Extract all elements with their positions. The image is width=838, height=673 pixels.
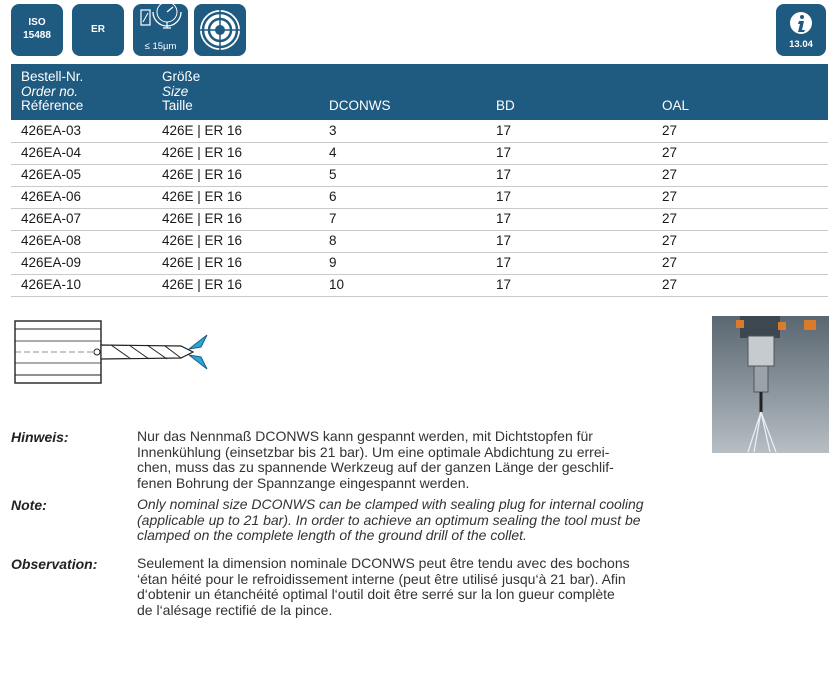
cell-oal: 27: [662, 277, 678, 292]
observation-line: Seulement la dimension nominale DCONWS peut être tendu avec des bochons: [137, 555, 630, 571]
cell-bd: 17: [496, 167, 512, 182]
runout-gauge-icon: [133, 4, 188, 42]
table-row: [11, 275, 828, 297]
cell-oal: 27: [662, 211, 678, 226]
table-row: [11, 121, 828, 143]
table-row: [11, 143, 828, 165]
table-row: [11, 187, 828, 209]
header-bd: BD: [496, 98, 515, 113]
cell-oal: 27: [662, 255, 678, 270]
cell-bd: 17: [496, 255, 512, 270]
cell-size: 426E | ER 16: [162, 189, 243, 204]
cell-size: 426E | ER 16: [162, 211, 243, 226]
cell-order-no: 426EA-04: [21, 145, 82, 160]
hinweis-text: [137, 429, 697, 491]
cell-order-no: 426EA-10: [21, 277, 82, 292]
table-body: [11, 121, 828, 297]
cell-size: 426E | ER 16: [162, 233, 243, 248]
cell-dconws: 9: [329, 255, 337, 270]
hinweis-line: Innenkühlung (einsetzbar bis 21 bar). Um eine optimale Abdichtung zu errei-: [137, 443, 610, 460]
cell-size: 426E | ER 16: [162, 277, 243, 292]
observation-line: de l‘alésage rectifié de la pince.: [137, 601, 333, 618]
info-badge[interactable]: [776, 4, 826, 56]
cell-bd: 17: [496, 233, 512, 248]
cell-dconws: 8: [329, 233, 337, 248]
cell-bd: 17: [496, 211, 512, 226]
note-line: clamped on the complete length of the ground drill of the collet.: [137, 527, 527, 543]
cell-order-no: 426EA-07: [21, 211, 82, 226]
hinweis-line: Nur das Nennmaß DCONWS kann gespannt werden, mit Dichtstopfen für: [137, 428, 593, 444]
cell-dconws: 10: [329, 277, 345, 292]
cell-order-no: 426EA-09: [21, 255, 82, 270]
hinweis-line: fenen Bohrung der Spannzange eingespannt werden.: [137, 474, 470, 491]
header-order-no-de: Bestell-Nr.: [21, 69, 84, 84]
cell-oal: 27: [662, 189, 678, 204]
header-order-no-en: Order no.: [21, 83, 79, 99]
info-number: 13.04: [789, 39, 813, 50]
cell-size: 426E | ER 16: [162, 167, 243, 182]
note-label: Note:: [11, 497, 47, 513]
cell-bd: 17: [496, 123, 512, 138]
observation-line: d‘obtenir un étanchéité optimal l‘outil doit être serré sur la lon gueur complète: [137, 586, 615, 602]
cell-bd: 17: [496, 277, 512, 292]
tolerance-badge: [133, 4, 188, 56]
cell-oal: 27: [662, 233, 678, 248]
cell-dconws: 5: [329, 167, 337, 182]
header-oal: OAL: [662, 98, 690, 113]
hinweis-label: Hinweis:: [11, 429, 69, 445]
table-row: [11, 253, 828, 275]
observation-text: [137, 556, 697, 618]
cell-bd: 17: [496, 189, 512, 204]
cell-size: 426E | ER 16: [162, 123, 243, 138]
cell-size: 426E | ER 16: [162, 255, 243, 270]
machining-photo: [712, 316, 829, 453]
note-line: Only nominal size DCONWS can be clamped with sealing plug for internal cooling: [137, 496, 644, 512]
cell-size: 426E | ER 16: [162, 145, 243, 160]
iso-badge: [11, 4, 63, 56]
cell-dconws: 7: [329, 211, 337, 226]
cell-order-no: 426EA-06: [21, 189, 82, 204]
cell-oal: 27: [662, 167, 678, 182]
er-label: ER: [91, 24, 105, 35]
info-icon: [776, 4, 826, 38]
table-header: [11, 64, 828, 120]
header-size-de: Größe: [162, 69, 201, 84]
concentricity-badge: [194, 4, 246, 56]
iso-number: 15488: [23, 30, 51, 41]
collet-drill-illustration: [11, 313, 216, 385]
table-row: [11, 165, 828, 187]
cell-oal: 27: [662, 145, 678, 160]
cell-order-no: 426EA-08: [21, 233, 82, 248]
table-row: [11, 231, 828, 253]
header-dconws: DCONWS: [329, 98, 391, 113]
tolerance-value: ≤ 15µm: [144, 41, 177, 52]
cell-dconws: 6: [329, 189, 337, 204]
hinweis-line: chen, muss das zu spannende Werkzeug auf der ganzen Länge der geschlif-: [137, 459, 614, 475]
header-size: [162, 70, 200, 114]
table-row: [11, 209, 828, 231]
cell-dconws: 3: [329, 123, 337, 138]
target-icon: [194, 4, 246, 56]
note-text: [137, 497, 697, 544]
header-size-fr: Taille: [162, 98, 193, 113]
cell-order-no: 426EA-03: [21, 123, 82, 138]
er-badge: [72, 4, 124, 56]
header-order-no-fr: Référence: [21, 98, 84, 113]
iso-label: ISO: [28, 17, 46, 28]
observation-label: Observation:: [11, 556, 98, 572]
observation-line: ‘étan héité pour le refroidissement interne (peut être utilisé jusqu‘à 21 bar). Afin: [137, 570, 626, 587]
cell-bd: 17: [496, 145, 512, 160]
note-line: (applicable up to 21 bar). In order to achieve an optimum sealing the tool must be: [137, 511, 641, 528]
cell-dconws: 4: [329, 145, 337, 160]
header-size-en: Size: [162, 83, 189, 99]
header-order-no: [21, 70, 83, 114]
cell-order-no: 426EA-05: [21, 167, 82, 182]
cell-oal: 27: [662, 123, 678, 138]
